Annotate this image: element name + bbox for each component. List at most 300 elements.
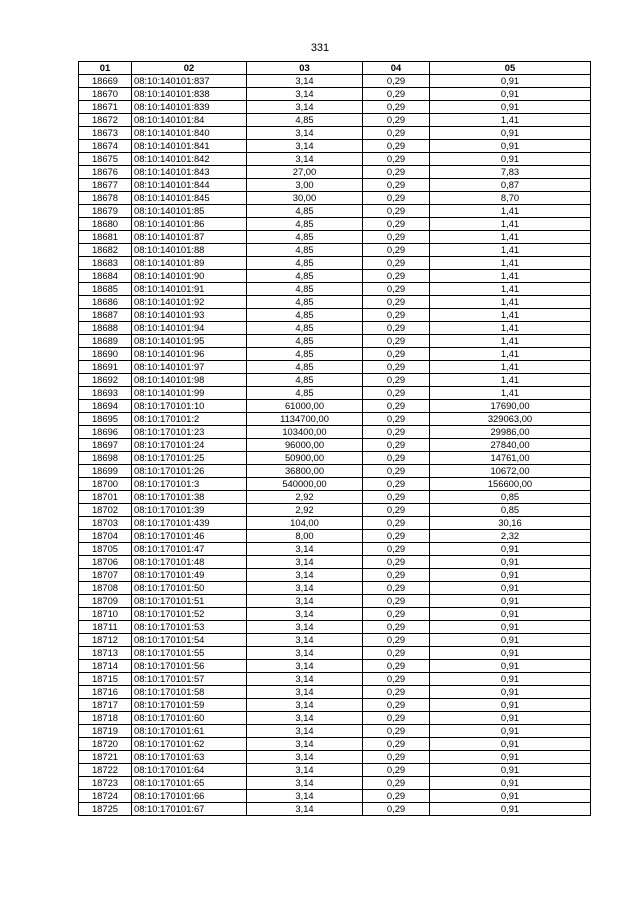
value-03-cell: 3,14	[247, 647, 363, 660]
table-row	[79, 387, 591, 400]
value-03-cell: 36800,00	[247, 465, 363, 478]
cadastral-number-cell: 08:10:140101:844	[132, 179, 247, 192]
cadastral-number-cell: 08:10:140101:840	[132, 127, 247, 140]
value-04-cell: 0,29	[363, 296, 430, 309]
row-number-cell: 18704	[79, 530, 132, 543]
value-03-cell: 3,14	[247, 660, 363, 673]
table-row	[79, 413, 591, 426]
row-number-cell: 18669	[79, 75, 132, 88]
table-row	[79, 166, 591, 179]
value-03-cell: 540000,00	[247, 478, 363, 491]
table-row	[79, 660, 591, 673]
value-05-cell: 7,83	[430, 166, 591, 179]
column-header-03: 03	[247, 62, 363, 75]
value-04-cell: 0,29	[363, 803, 430, 816]
value-05-cell: 1,41	[430, 348, 591, 361]
value-03-cell: 3,14	[247, 569, 363, 582]
table-row	[79, 530, 591, 543]
cadastral-number-cell: 08:10:170101:62	[132, 738, 247, 751]
row-number-cell: 18712	[79, 634, 132, 647]
value-04-cell: 0,29	[363, 556, 430, 569]
row-number-cell: 18684	[79, 270, 132, 283]
cadastral-number-cell: 08:10:170101:39	[132, 504, 247, 517]
value-04-cell: 0,29	[363, 387, 430, 400]
value-04-cell: 0,29	[363, 634, 430, 647]
value-05-cell: 0,91	[430, 777, 591, 790]
value-05-cell: 0,91	[430, 634, 591, 647]
value-04-cell: 0,29	[363, 790, 430, 803]
cadastral-number-cell: 08:10:140101:838	[132, 88, 247, 101]
table-row	[79, 699, 591, 712]
value-04-cell: 0,29	[363, 621, 430, 634]
value-05-cell: 0,91	[430, 569, 591, 582]
cadastral-number-cell: 08:10:170101:46	[132, 530, 247, 543]
table-row	[79, 647, 591, 660]
value-03-cell: 3,14	[247, 153, 363, 166]
table-row	[79, 673, 591, 686]
value-04-cell: 0,29	[363, 361, 430, 374]
value-05-cell: 1,41	[430, 309, 591, 322]
value-05-cell: 1,41	[430, 205, 591, 218]
row-number-cell: 18711	[79, 621, 132, 634]
value-04-cell: 0,29	[363, 465, 430, 478]
table-row	[79, 491, 591, 504]
value-03-cell: 3,14	[247, 673, 363, 686]
row-number-cell: 18700	[79, 478, 132, 491]
row-number-cell: 18692	[79, 374, 132, 387]
value-05-cell: 0,91	[430, 582, 591, 595]
row-number-cell: 18718	[79, 712, 132, 725]
value-05-cell: 0,91	[430, 686, 591, 699]
value-05-cell: 14761,00	[430, 452, 591, 465]
row-number-cell: 18717	[79, 699, 132, 712]
value-03-cell: 4,85	[247, 218, 363, 231]
value-05-cell: 0,91	[430, 556, 591, 569]
table-row	[79, 88, 591, 101]
value-04-cell: 0,29	[363, 608, 430, 621]
value-05-cell: 0,91	[430, 140, 591, 153]
table-row	[79, 712, 591, 725]
value-04-cell: 0,29	[363, 374, 430, 387]
cadastral-number-cell: 08:10:170101:2	[132, 413, 247, 426]
row-number-cell: 18689	[79, 335, 132, 348]
value-05-cell: 0,85	[430, 491, 591, 504]
row-number-cell: 18696	[79, 426, 132, 439]
value-05-cell: 0,91	[430, 699, 591, 712]
cadastral-number-cell: 08:10:140101:87	[132, 231, 247, 244]
value-03-cell: 3,14	[247, 712, 363, 725]
value-05-cell: 0,91	[430, 621, 591, 634]
value-04-cell: 0,29	[363, 192, 430, 205]
cadastral-number-cell: 08:10:140101:837	[132, 75, 247, 88]
row-number-cell: 18670	[79, 88, 132, 101]
value-03-cell: 3,14	[247, 595, 363, 608]
value-05-cell: 1,41	[430, 322, 591, 335]
value-04-cell: 0,29	[363, 101, 430, 114]
table-row	[79, 361, 591, 374]
value-03-cell: 27,00	[247, 166, 363, 179]
value-03-cell: 8,00	[247, 530, 363, 543]
value-05-cell: 0,91	[430, 673, 591, 686]
table-row	[79, 270, 591, 283]
value-05-cell: 1,41	[430, 244, 591, 257]
value-05-cell: 1,41	[430, 257, 591, 270]
value-04-cell: 0,29	[363, 751, 430, 764]
cadastral-number-cell: 08:10:170101:26	[132, 465, 247, 478]
value-05-cell: 0,91	[430, 127, 591, 140]
cadastral-number-cell: 08:10:170101:54	[132, 634, 247, 647]
value-04-cell: 0,29	[363, 582, 430, 595]
value-04-cell: 0,29	[363, 660, 430, 673]
cadastral-number-cell: 08:10:140101:98	[132, 374, 247, 387]
value-03-cell: 4,85	[247, 257, 363, 270]
row-number-cell: 18702	[79, 504, 132, 517]
value-03-cell: 4,85	[247, 114, 363, 127]
value-04-cell: 0,29	[363, 309, 430, 322]
row-number-cell: 18710	[79, 608, 132, 621]
value-04-cell: 0,29	[363, 504, 430, 517]
value-04-cell: 0,29	[363, 725, 430, 738]
value-04-cell: 0,29	[363, 140, 430, 153]
cadastral-number-cell: 08:10:170101:64	[132, 764, 247, 777]
value-05-cell: 17690,00	[430, 400, 591, 413]
value-04-cell: 0,29	[363, 764, 430, 777]
cadastral-number-cell: 08:10:140101:88	[132, 244, 247, 257]
column-header-05: 05	[430, 62, 591, 75]
value-03-cell: 4,85	[247, 283, 363, 296]
value-05-cell: 1,41	[430, 270, 591, 283]
value-04-cell: 0,29	[363, 777, 430, 790]
value-03-cell: 3,14	[247, 621, 363, 634]
value-03-cell: 3,14	[247, 751, 363, 764]
value-03-cell: 2,92	[247, 491, 363, 504]
row-number-cell: 18676	[79, 166, 132, 179]
value-03-cell: 3,14	[247, 140, 363, 153]
table-row	[79, 504, 591, 517]
value-03-cell: 3,14	[247, 699, 363, 712]
table-row	[79, 803, 591, 816]
value-05-cell: 27840,00	[430, 439, 591, 452]
cadastral-number-cell: 08:10:170101:66	[132, 790, 247, 803]
value-03-cell: 3,14	[247, 608, 363, 621]
table-row	[79, 127, 591, 140]
table-row	[79, 400, 591, 413]
row-number-cell: 18719	[79, 725, 132, 738]
cadastral-number-cell: 08:10:170101:25	[132, 452, 247, 465]
cadastral-number-cell: 08:10:170101:47	[132, 543, 247, 556]
row-number-cell: 18707	[79, 569, 132, 582]
row-number-cell: 18678	[79, 192, 132, 205]
row-number-cell: 18715	[79, 673, 132, 686]
value-05-cell: 0,91	[430, 153, 591, 166]
value-03-cell: 50900,00	[247, 452, 363, 465]
value-04-cell: 0,29	[363, 569, 430, 582]
row-number-cell: 18695	[79, 413, 132, 426]
value-03-cell: 3,00	[247, 179, 363, 192]
value-05-cell: 0,91	[430, 790, 591, 803]
cadastral-number-cell: 08:10:140101:96	[132, 348, 247, 361]
row-number-cell: 18680	[79, 218, 132, 231]
row-number-cell: 18701	[79, 491, 132, 504]
value-03-cell: 3,14	[247, 790, 363, 803]
value-05-cell: 1,41	[430, 361, 591, 374]
table-row	[79, 244, 591, 257]
value-03-cell: 4,85	[247, 335, 363, 348]
table-row	[79, 374, 591, 387]
row-number-cell: 18724	[79, 790, 132, 803]
cadastral-number-cell: 08:10:170101:63	[132, 751, 247, 764]
value-03-cell: 4,85	[247, 270, 363, 283]
value-05-cell: 0,91	[430, 647, 591, 660]
value-05-cell: 0,91	[430, 725, 591, 738]
page-number: 331	[310, 42, 330, 54]
table-row	[79, 725, 591, 738]
value-03-cell: 3,14	[247, 101, 363, 114]
table-header-row	[79, 62, 591, 75]
row-number-cell: 18677	[79, 179, 132, 192]
value-03-cell: 4,85	[247, 205, 363, 218]
value-05-cell: 0,91	[430, 738, 591, 751]
value-05-cell: 0,87	[430, 179, 591, 192]
value-04-cell: 0,29	[363, 283, 430, 296]
cadastral-number-cell: 08:10:140101:86	[132, 218, 247, 231]
value-05-cell: 1,41	[430, 114, 591, 127]
value-04-cell: 0,29	[363, 127, 430, 140]
row-number-cell: 18708	[79, 582, 132, 595]
cadastral-number-cell: 08:10:140101:97	[132, 361, 247, 374]
value-03-cell: 3,14	[247, 582, 363, 595]
value-05-cell: 1,41	[430, 231, 591, 244]
cadastral-number-cell: 08:10:170101:65	[132, 777, 247, 790]
table-row	[79, 426, 591, 439]
value-05-cell: 0,91	[430, 764, 591, 777]
value-04-cell: 0,29	[363, 322, 430, 335]
value-05-cell: 0,91	[430, 660, 591, 673]
value-03-cell: 61000,00	[247, 400, 363, 413]
row-number-cell: 18709	[79, 595, 132, 608]
value-04-cell: 0,29	[363, 543, 430, 556]
cadastral-number-cell: 08:10:170101:24	[132, 439, 247, 452]
value-03-cell: 3,14	[247, 75, 363, 88]
row-number-cell: 18673	[79, 127, 132, 140]
row-number-cell: 18723	[79, 777, 132, 790]
value-05-cell: 156600,00	[430, 478, 591, 491]
cadastral-number-cell: 08:10:140101:84	[132, 114, 247, 127]
value-03-cell: 4,85	[247, 309, 363, 322]
value-03-cell: 3,14	[247, 738, 363, 751]
table-row	[79, 517, 591, 530]
value-03-cell: 4,85	[247, 387, 363, 400]
value-04-cell: 0,29	[363, 348, 430, 361]
value-04-cell: 0,29	[363, 205, 430, 218]
value-05-cell: 0,91	[430, 101, 591, 114]
value-03-cell: 1134700,00	[247, 413, 363, 426]
cadastral-number-cell: 08:10:140101:89	[132, 257, 247, 270]
cadastral-number-cell: 08:10:140101:842	[132, 153, 247, 166]
value-04-cell: 0,29	[363, 335, 430, 348]
value-04-cell: 0,29	[363, 712, 430, 725]
row-number-cell: 18679	[79, 205, 132, 218]
cadastral-number-cell: 08:10:170101:57	[132, 673, 247, 686]
value-03-cell: 4,85	[247, 244, 363, 257]
cadastral-number-cell: 08:10:140101:841	[132, 140, 247, 153]
value-05-cell: 10672,00	[430, 465, 591, 478]
value-03-cell: 2,92	[247, 504, 363, 517]
table-row	[79, 348, 591, 361]
row-number-cell: 18686	[79, 296, 132, 309]
table-row	[79, 556, 591, 569]
value-03-cell: 3,14	[247, 803, 363, 816]
table-row	[79, 777, 591, 790]
value-05-cell: 0,91	[430, 803, 591, 816]
row-number-cell: 18721	[79, 751, 132, 764]
cadastral-number-cell: 08:10:170101:48	[132, 556, 247, 569]
value-03-cell: 96000,00	[247, 439, 363, 452]
value-03-cell: 103400,00	[247, 426, 363, 439]
table-row	[79, 543, 591, 556]
cadastral-number-cell: 08:10:140101:92	[132, 296, 247, 309]
value-04-cell: 0,29	[363, 257, 430, 270]
value-04-cell: 0,29	[363, 647, 430, 660]
cadastral-number-cell: 08:10:140101:85	[132, 205, 247, 218]
row-number-cell: 18697	[79, 439, 132, 452]
value-05-cell: 1,41	[430, 283, 591, 296]
value-05-cell: 0,91	[430, 595, 591, 608]
value-04-cell: 0,29	[363, 491, 430, 504]
row-number-cell: 18688	[79, 322, 132, 335]
value-05-cell: 2,32	[430, 530, 591, 543]
row-number-cell: 18683	[79, 257, 132, 270]
row-number-cell: 18722	[79, 764, 132, 777]
table-row	[79, 608, 591, 621]
row-number-cell: 18671	[79, 101, 132, 114]
value-05-cell: 29986,00	[430, 426, 591, 439]
table-row	[79, 335, 591, 348]
table-row	[79, 283, 591, 296]
cadastral-number-cell: 08:10:170101:50	[132, 582, 247, 595]
cadastral-number-cell: 08:10:170101:439	[132, 517, 247, 530]
row-number-cell: 18672	[79, 114, 132, 127]
row-number-cell: 18674	[79, 140, 132, 153]
value-03-cell: 3,14	[247, 725, 363, 738]
cadastral-number-cell: 08:10:170101:58	[132, 686, 247, 699]
row-number-cell: 18675	[79, 153, 132, 166]
table-row	[79, 764, 591, 777]
row-number-cell: 18687	[79, 309, 132, 322]
cadastral-number-cell: 08:10:170101:51	[132, 595, 247, 608]
row-number-cell: 18699	[79, 465, 132, 478]
value-03-cell: 4,85	[247, 322, 363, 335]
value-05-cell: 0,91	[430, 751, 591, 764]
cadastral-number-cell: 08:10:170101:53	[132, 621, 247, 634]
value-05-cell: 1,41	[430, 387, 591, 400]
row-number-cell: 18714	[79, 660, 132, 673]
value-04-cell: 0,29	[363, 413, 430, 426]
table-row	[79, 790, 591, 803]
value-03-cell: 3,14	[247, 127, 363, 140]
cadastral-number-cell: 08:10:170101:56	[132, 660, 247, 673]
row-number-cell: 18716	[79, 686, 132, 699]
table-row	[79, 101, 591, 114]
table-row	[79, 231, 591, 244]
data-table	[78, 61, 591, 816]
table-body	[79, 75, 591, 816]
table-row	[79, 439, 591, 452]
value-03-cell: 3,14	[247, 556, 363, 569]
column-header-01: 01	[79, 62, 132, 75]
cadastral-number-cell: 08:10:170101:23	[132, 426, 247, 439]
table-row	[79, 452, 591, 465]
row-number-cell: 18681	[79, 231, 132, 244]
value-03-cell: 104,00	[247, 517, 363, 530]
row-number-cell: 18725	[79, 803, 132, 816]
table-row	[79, 296, 591, 309]
table-row	[79, 569, 591, 582]
row-number-cell: 18693	[79, 387, 132, 400]
value-03-cell: 3,14	[247, 543, 363, 556]
value-05-cell: 0,91	[430, 75, 591, 88]
value-05-cell: 1,41	[430, 296, 591, 309]
value-05-cell: 1,41	[430, 218, 591, 231]
value-04-cell: 0,29	[363, 166, 430, 179]
value-03-cell: 4,85	[247, 231, 363, 244]
table-row	[79, 192, 591, 205]
table-row	[79, 595, 591, 608]
row-number-cell: 18720	[79, 738, 132, 751]
row-number-cell: 18691	[79, 361, 132, 374]
table-row	[79, 218, 591, 231]
table-row	[79, 582, 591, 595]
row-number-cell: 18713	[79, 647, 132, 660]
value-04-cell: 0,29	[363, 244, 430, 257]
table-row	[79, 179, 591, 192]
cadastral-number-cell: 08:10:170101:38	[132, 491, 247, 504]
cadastral-number-cell: 08:10:170101:55	[132, 647, 247, 660]
value-04-cell: 0,29	[363, 179, 430, 192]
table-row	[79, 738, 591, 751]
cadastral-number-cell: 08:10:140101:99	[132, 387, 247, 400]
value-03-cell: 3,14	[247, 764, 363, 777]
value-04-cell: 0,29	[363, 738, 430, 751]
table-row	[79, 153, 591, 166]
cadastral-number-cell: 08:10:170101:59	[132, 699, 247, 712]
row-number-cell: 18698	[79, 452, 132, 465]
value-04-cell: 0,29	[363, 114, 430, 127]
table-row	[79, 322, 591, 335]
value-05-cell: 8,70	[430, 192, 591, 205]
value-04-cell: 0,29	[363, 452, 430, 465]
value-04-cell: 0,29	[363, 699, 430, 712]
value-04-cell: 0,29	[363, 270, 430, 283]
table-row	[79, 309, 591, 322]
value-05-cell: 0,91	[430, 712, 591, 725]
value-03-cell: 4,85	[247, 348, 363, 361]
value-05-cell: 1,41	[430, 335, 591, 348]
value-05-cell: 329063,00	[430, 413, 591, 426]
table-row	[79, 465, 591, 478]
row-number-cell: 18706	[79, 556, 132, 569]
value-05-cell: 0,91	[430, 608, 591, 621]
table-row	[79, 75, 591, 88]
value-03-cell: 4,85	[247, 361, 363, 374]
value-03-cell: 4,85	[247, 374, 363, 387]
value-04-cell: 0,29	[363, 686, 430, 699]
cadastral-number-cell: 08:10:140101:94	[132, 322, 247, 335]
value-03-cell: 3,14	[247, 686, 363, 699]
value-04-cell: 0,29	[363, 530, 430, 543]
cadastral-number-cell: 08:10:170101:52	[132, 608, 247, 621]
value-04-cell: 0,29	[363, 153, 430, 166]
